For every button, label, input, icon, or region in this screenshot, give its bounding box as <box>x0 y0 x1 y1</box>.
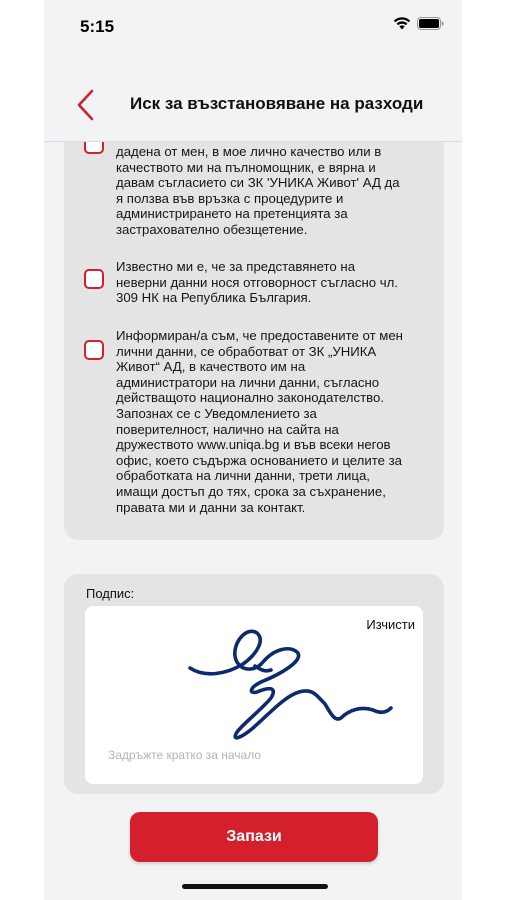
app-screen <box>44 0 462 900</box>
consent-checkbox-personal-data[interactable] <box>84 340 104 360</box>
consent-text-data-accuracy: дадена от мен, в мое лично качество или в качеството ми на пълномощник, е вярна и давам съгласието си ЗК 'УНИКА Живот' АД да я ползва във връзка с процедурите и администрирането на претенцията за застрахователно обезщетение. <box>116 144 400 237</box>
page-title: Иск за възстановяване на разходи <box>130 94 424 113</box>
consent-text-personal-data: Информиран/а съм, че предоставените от мен лични данни, се обработват от ЗК „УНИКА Живот“ АД, в качеството им на администратори на лични данни, съгласно действащото национално законодателство. Запознах се с Уведомлението за поверителност, налично на сайта на дружеството www.uniqa.bg и във всеки негов офис, което съдържа основанието и целите за обработката на лични данни, трети лица, имащи достъп до тях, срока за съхранение, правата ми и данни за контакт. <box>116 328 403 515</box>
back-chevron-icon[interactable] <box>74 88 98 122</box>
signature-pad[interactable] <box>85 606 423 784</box>
consent-text-liability: Известно ми е, че за представянето на неверни данни нося отговорност съгласно чл. 309 НК на Република България. <box>116 259 398 306</box>
save-button[interactable]: Запази <box>130 812 378 862</box>
home-indicator <box>182 884 328 889</box>
battery-icon <box>417 17 444 30</box>
consent-card <box>64 120 444 540</box>
status-time: 5:15 <box>80 17 115 36</box>
clear-signature-button[interactable]: Изчисти <box>366 617 415 632</box>
signature-card <box>64 574 444 794</box>
navigation-bar <box>44 80 462 142</box>
signature-hint: Задръжте кратко за начало <box>108 748 261 762</box>
consent-checkbox-liability[interactable] <box>84 269 104 289</box>
status-bar <box>44 0 462 50</box>
wifi-icon <box>393 17 411 30</box>
signature-label: Подпис: <box>86 586 135 601</box>
status-icons <box>393 17 444 30</box>
